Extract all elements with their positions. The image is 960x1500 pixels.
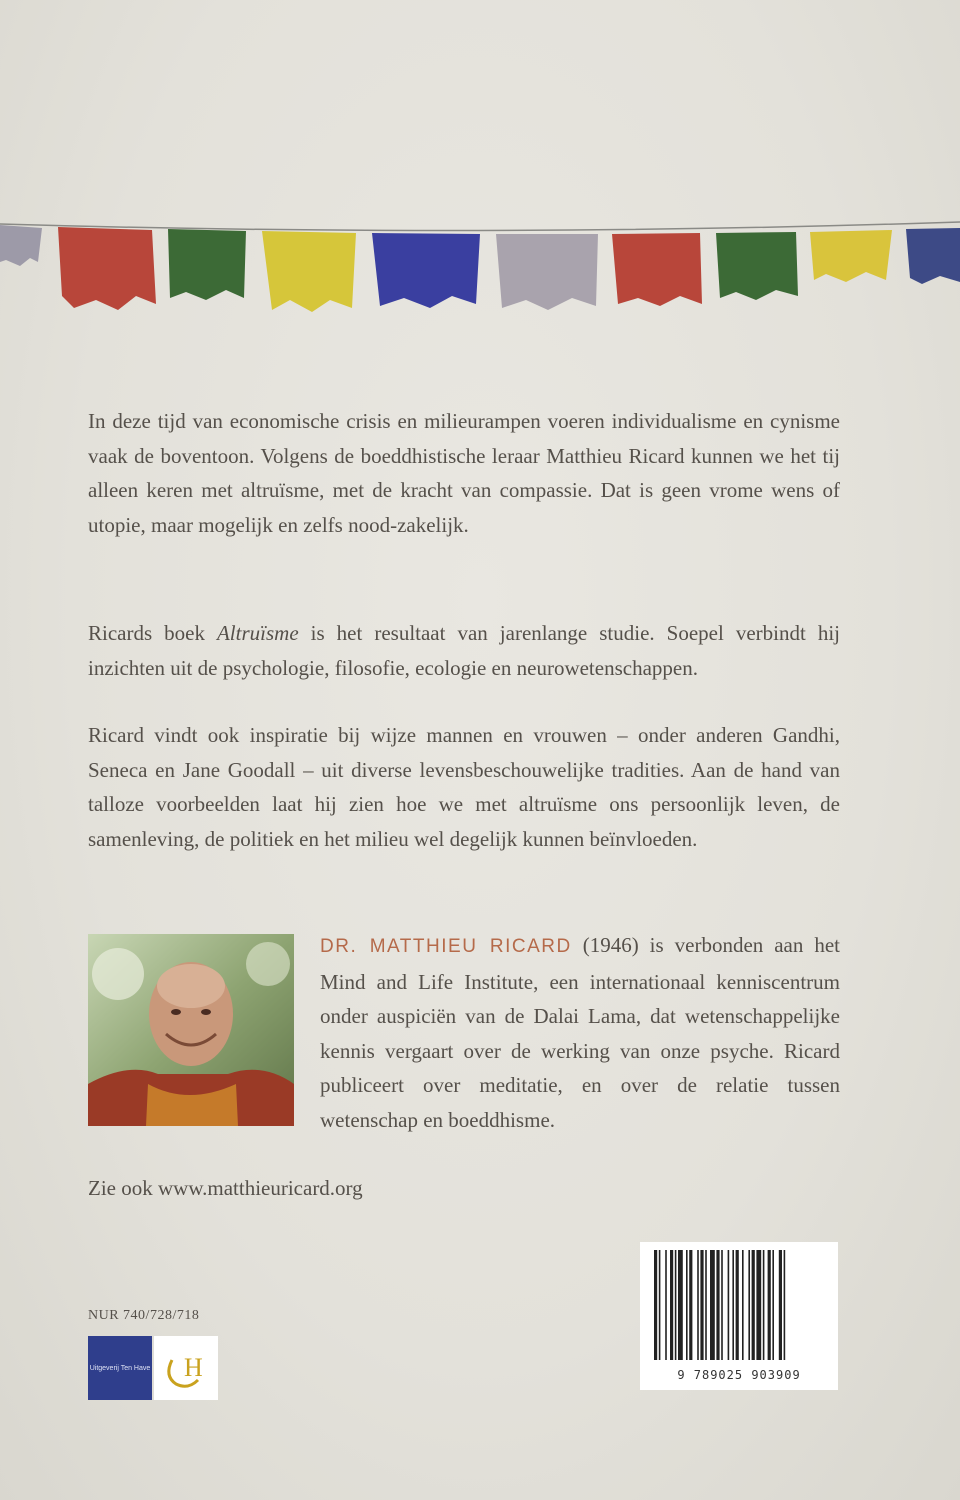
- website-reference: Zie ook www.matthieuricard.org: [88, 1176, 363, 1200]
- barcode-bar: [697, 1250, 699, 1360]
- barcode-bars: [640, 1250, 838, 1370]
- barcode-bar: [700, 1250, 703, 1360]
- flag: [496, 234, 598, 310]
- description-paragraph-3: Ricard vindt ook inspiratie bij wijze mannen en vrouwen – onder anderen Gandhi, Seneca en Jane Goodall – uit diverse levensbeschouwelijke tradities. Aan de hand van talloze voorbeelden laat hij zien hoe we met altruïsme ons persoonlijk leven, de samenleving, de politiek en het milieu wel degelijk kunnen beïnvloeden.: [88, 723, 840, 851]
- book-title: Altruïsme: [216, 621, 299, 645]
- flag: [0, 225, 42, 266]
- paragraph-text: is het resultaat van jarenlange studie. Soepel verbindt hij inzichten uit de psychologie, filosofie, ecologie en neurowetenschappen.: [88, 621, 840, 680]
- barcode-bar: [686, 1250, 688, 1360]
- barcode-bar: [716, 1250, 719, 1360]
- barcode-bar: [784, 1250, 786, 1360]
- barcode-bar: [742, 1250, 744, 1360]
- barcode-bar: [678, 1250, 683, 1360]
- publisher-logo: [88, 1336, 152, 1400]
- svg-text:H: H: [184, 1353, 203, 1382]
- barcode-bar: [689, 1250, 692, 1360]
- paragraph-text: Ricards boek: [88, 621, 217, 645]
- flag: [58, 227, 156, 310]
- flag: [372, 233, 480, 308]
- barcode-bar: [675, 1250, 677, 1360]
- barcode-bar: [654, 1250, 657, 1360]
- flag: [262, 231, 356, 312]
- barcode-bar: [768, 1250, 771, 1360]
- barcode-bar: [736, 1250, 739, 1360]
- flag: [716, 232, 798, 300]
- barcode: [640, 1242, 838, 1390]
- flag: [612, 233, 702, 306]
- isbn-digits: 9 789025 903909: [677, 1368, 801, 1382]
- barcode-bar: [710, 1250, 715, 1360]
- barcode-bar: [665, 1250, 667, 1360]
- publisher-logo-text: Uitgeverij Ten Have: [89, 1364, 151, 1372]
- flag: [168, 229, 246, 300]
- flag: [906, 228, 960, 284]
- author-name: DR. MATTHIEU RICARD: [320, 936, 572, 957]
- author-bio: [320, 928, 840, 1137]
- barcode-bar: [732, 1250, 734, 1360]
- barcode-bar: [721, 1250, 723, 1360]
- barcode-bar: [670, 1250, 673, 1360]
- barcode-bar: [756, 1250, 761, 1360]
- barcode-bar: [659, 1250, 661, 1360]
- barcode-bar: [748, 1250, 750, 1360]
- prayer-flags: [0, 200, 960, 330]
- barcode-bar: [772, 1250, 774, 1360]
- description-paragraph-1: In deze tijd van economische crisis en milieurampen voeren individualisme en cynisme vaak de boventoon. Volgens de boeddhistische leraar Matthieu Ricard kunnen we het tij alleen keren met altruïsme, met de kracht van compassie. Dat is geen vrome wens of utopie, maar mogelijk en zelfs nood-zakelijk.: [88, 409, 840, 537]
- barcode-bar: [752, 1250, 755, 1360]
- author-photo: [88, 934, 294, 1126]
- author-bio-text: (1946) is verbonden aan het Mind and Life Institute, een internationaal kenniscentrum onder auspiciën van de Dalai Lama, dat wetenschappelijke kennis vergaart over de werking van onze psyche. Ricard publiceert over meditatie, en over de relatie tussen wetenschap en boeddhisme.: [320, 933, 840, 1132]
- barcode-bar: [779, 1250, 782, 1360]
- barcode-bar: [763, 1250, 765, 1360]
- imprint-logo: [154, 1336, 218, 1400]
- barcode-bar: [705, 1250, 707, 1360]
- nur-code: NUR 740/728/718: [88, 1308, 200, 1323]
- description-paragraph-2: [88, 616, 840, 685]
- barcode-bar: [728, 1250, 730, 1360]
- flag: [810, 230, 892, 282]
